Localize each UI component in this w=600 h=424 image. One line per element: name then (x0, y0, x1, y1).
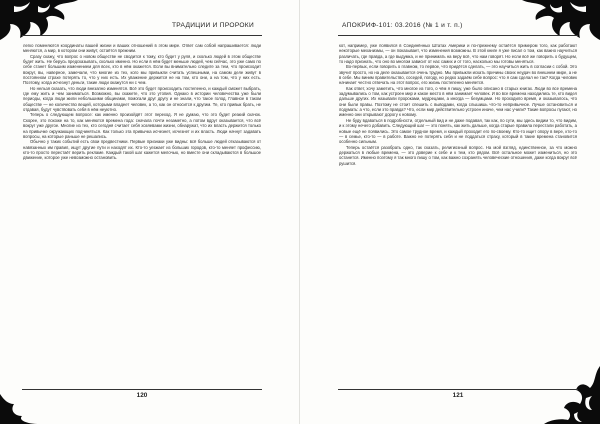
paragraph: Как ответ, хочу заметить, что многое из того, о чём я пишу, уже было описано в старых книгах. Люди во все времена задумывались о том, как устроен мир и какое место в нём занимает человек. И во все времена находились те, кто видел дальше других. Их называли пророками, мудрецами, а иногда — безумцами. Но проходило время, и оказывалось, что они были правы. Поэтому не стоит спешить с выводами, когда слышишь что-то непривычное. Лучше остановиться и подумать: а что, если это правда? Что, если мир действительно устроен иначе, чем нас учили? Такие вопросы пугают, но именно они открывают дорогу к новому. (339, 85, 577, 118)
paragraph: Сразу скажу, что вопрос о новом обществе не сводится к тому, кто будет у руля, и сколько людей в этом обществе будет жить. Не берусь предсказывать, сколько именно. Но если в нём будет меньше людей, чем сейчас, это уже само по себе станет большим изменением для всех, кто в нём окажется. Если вы внимательно следите за тем, что происходит вокруг, вы, наверное, замечали, что многие из тех, кого мы привыкли считать успешными, на самом деле живут в постоянном страхе потерять то, что у них есть. Их уважение держится не на том, кто они, а на том, что у них есть. Поэтому, когда исчезнут деньги, такие люди окажутся ни с чем. (23, 53, 261, 86)
running-head: АПОКРИФ-101: 03.2016 (№ 1 и т. п.) (342, 22, 463, 29)
paragraph: Теперь остаётся разобрать одно, так сказать, религиозный вопрос. На мой взгляд, единственное, за что можно держаться в любые времена, — это доверие к себе и к тем, кто рядом. Всё остальное может измениться, но это останется. Именно поэтому я так много пишу о том, как важно сохранять человеческие отношения, даже когда вокруг всё рушится. (339, 144, 577, 166)
body-text (339, 43, 577, 385)
footer-rule (338, 389, 578, 390)
tribal-ornament-icon (522, 0, 600, 40)
running-head: ТРАДИЦИИ И ПРОРОКИ (171, 22, 254, 29)
header-rule (338, 35, 578, 36)
footer-rule (22, 389, 262, 390)
page-number: 120 (136, 392, 148, 399)
tribal-ornament-icon (0, 384, 40, 424)
page-number: 121 (452, 392, 464, 399)
paragraph: кот, например, уже появился в Соединённых Штатах Америки и по-прежнему остаётся примером того, как работают некоторые механизмы, — он показывает, что изменения возможны. В этой книге я уже писал о том, как важно научиться различать, где правда, а где выдумка, и не принимать на веру всё, что нам говорят. Но если всё же говорить о будущем, то надо признать, что оно во многом зависит от нас самих и от того, насколько мы готовы меняться. (339, 43, 577, 65)
paragraph: легко поменяются координаты вашей жизни и ваших отношений в этом мире. Ответ сам собой напрашивается: люди меняются, а мир, в котором они живут, остаётся прежним. (23, 43, 261, 54)
right-page (300, 0, 600, 424)
body-text (23, 43, 261, 385)
paragraph: Обычно у таких событий есть свои предвестники. Первые признаки уже видны: всё больше людей отказываются от навязанных им правил, ищут другие пути и находят их. Кто-то уезжает из больших городов, кто-то меняет профессию, кто-то просто перестаёт верить рекламе. Каждый такой шаг кажется мелочью, но вместе они складываются в большое движение, которое уже невозможно остановить. (23, 139, 261, 161)
paragraph: Но нельзя сказать, что люди внезапно изменятся. Всё это будет происходить постепенно, и каждый сможет выбрать, где ему жить и чем заниматься. Возможно, вы скажете, что это утопия. Однако в истории человечества уже были периоды, когда люди жили небольшими общинами, помогали друг другу и не знали, что такое голод. Главное в таком обществе — не количество вещей, которыми владеет человек, а то, как он относится к другим. Те, кто привык брать, не отдавая, будут чувствовать себя в нём неуютно. (23, 85, 261, 113)
paragraph: Теперь о следующем вопросе: как именно произойдёт этот переход. Я не думаю, что это будет резкий скачок. Скорее, это похоже на то, как меняются времена года: сначала почти незаметно, а потом вдруг оказывается, что всё вокруг уже другое. Многие из тех, кто сегодня считает себя хозяевами жизни, обнаружат, что их власть держится только на привычке окружающих подчиняться. Как только эта привычка исчезнет, исчезнет и их власть. Люди начнут задавать вопросы, на которые раньше не решались. (23, 112, 261, 139)
header-rule (22, 35, 262, 36)
paragraph: Не буду вдаваться в подробности, отдельный вид и не даже подавая, так как, по сути, мы здесь видим то, что видим, и к этому нечего добавить. Следующий шаг — это понять, как жить дальше, когда старые правила перестали работать, а новые ещё не появились. Это самое трудное время, и каждый проходит его по-своему. Кто-то ищет опору в вере, кто-то — в семье, кто-то — в работе. Важно не потерять себя и не поддаться страху, который в такие времена становится особенно сильным. (339, 117, 577, 145)
paragraph: Во-первых, если говорить о главном, то первое, что придётся сделать, — это научиться жить в согласии с собой. Это звучит просто, но на деле оказывается очень трудно. Мы привыкли искать причины своих неудач во внешнем мире, а не в себе. Мы виним правительство, соседей, погоду, но редко задаём себе вопрос: что я сам сделал не так? Когда человек начинает честно отвечать на этот вопрос, его жизнь постепенно меняется. (339, 64, 577, 86)
